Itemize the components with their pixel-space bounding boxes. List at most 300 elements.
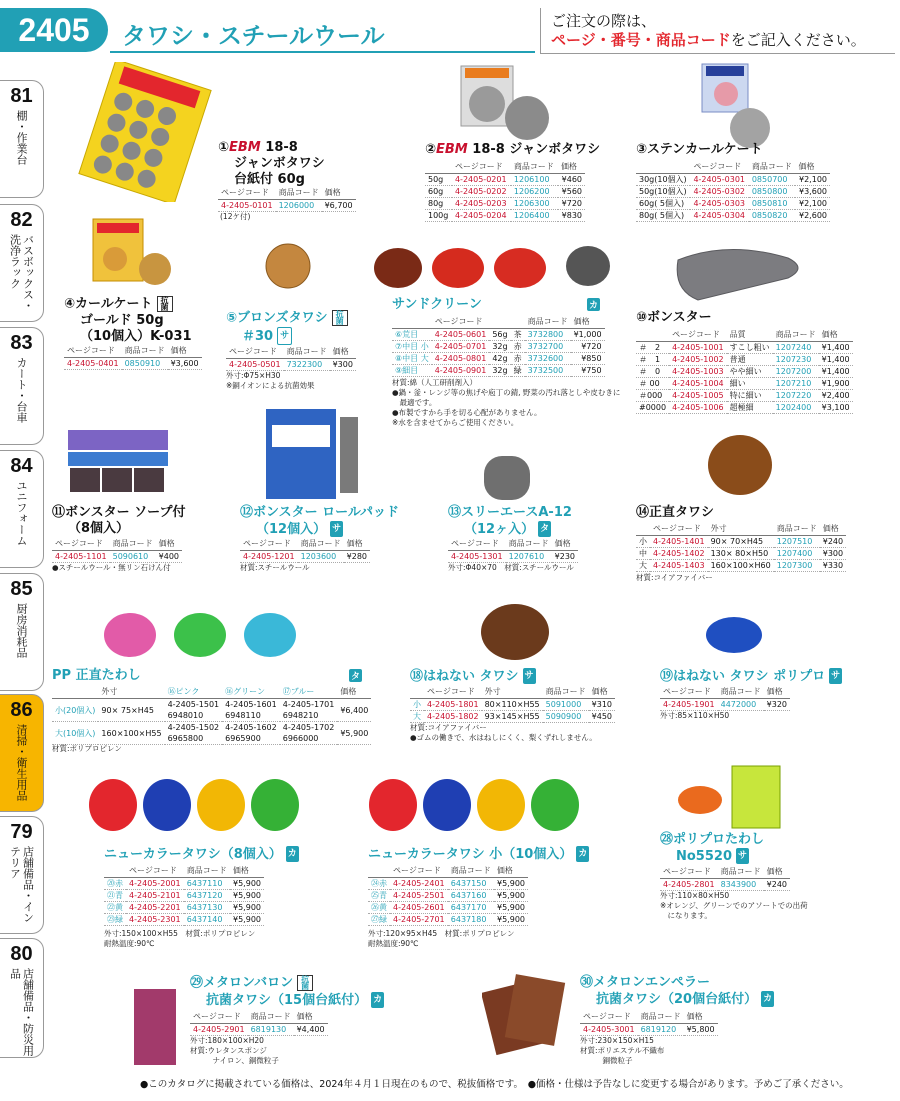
title-line: 台紙付 60g (234, 172, 305, 187)
col-header: 価格 (344, 537, 370, 551)
item-number: ㉘ (660, 832, 674, 847)
item-number: ⑲ (660, 669, 674, 684)
title-line: 抗菌タワシ（15個台紙付） (206, 992, 368, 1008)
col-header: 商品コード (110, 537, 156, 551)
title-line: 18-8 (260, 140, 298, 155)
quality: 超極細 (727, 402, 773, 414)
table-row[interactable] (636, 536, 846, 548)
supplier-badge: サ (523, 668, 536, 684)
note-line: ※銅イオンによる抗菌効果 (226, 381, 315, 390)
note-line: 外寸:230×150×H15 (580, 1036, 654, 1045)
table-row[interactable] (392, 353, 605, 365)
product-11-title (52, 505, 186, 537)
price: ¥5,900 (494, 878, 528, 890)
bonstar-rollpad-image (262, 405, 372, 505)
col-header: ページコード (52, 537, 110, 551)
table-row[interactable] (425, 210, 585, 222)
product-code: 0850800 (749, 186, 796, 198)
product-18-table (410, 685, 615, 723)
title-line: ジャンボタワシ (234, 156, 325, 171)
title-text: ボンスター (647, 310, 712, 325)
col-header: 価格 (820, 522, 846, 536)
table-row[interactable] (104, 878, 264, 890)
title-text: サンドクリーン (392, 297, 482, 312)
table-row[interactable] (636, 378, 853, 390)
col-header: ページコード (660, 685, 718, 699)
product-14-table (636, 522, 846, 572)
title-text: PP 正直たわし (52, 668, 141, 683)
hanenai-tawashi-image (475, 598, 555, 666)
title-text: 18-8 ジャンボタワシ (467, 142, 601, 157)
page-code: 4-2405-0204 (452, 210, 511, 222)
variant: ㉓緑 (104, 914, 126, 926)
product-15-note: 材質:ポリプロピレン (52, 744, 122, 753)
supplier-badge: カ (286, 846, 299, 862)
product-code: 1207300 (774, 560, 820, 572)
variant: ㉒黄 (104, 902, 126, 914)
product-code: 1206300 (511, 198, 558, 210)
col-header: 商品コード (718, 865, 764, 879)
side-tab-86[interactable] (0, 694, 44, 812)
table-row[interactable] (410, 711, 615, 723)
price: ¥560 (558, 186, 585, 198)
table-row[interactable] (448, 551, 578, 563)
product-code: 6437110 (184, 878, 230, 890)
product-10-title (636, 310, 712, 326)
table-row[interactable] (368, 902, 528, 914)
col-header: 価格 (764, 865, 790, 879)
col-header: 価格 (337, 685, 371, 699)
size-label: 大 (636, 560, 650, 572)
table-row[interactable] (190, 1024, 328, 1036)
side-tab-81[interactable] (0, 80, 44, 198)
col-header: ページコード (580, 1010, 638, 1024)
price: ¥320 (764, 699, 790, 711)
product-code: 7322300 (284, 359, 330, 371)
table-row[interactable] (636, 186, 830, 198)
title-text: はねない タワシ (423, 669, 519, 684)
note-line: 外寸:Φ75×H30 (226, 371, 281, 380)
product-13-table (448, 537, 578, 563)
table-row[interactable] (636, 366, 853, 378)
product-code: 1203600 (298, 551, 344, 563)
curl-cake-gold-image (85, 215, 185, 295)
table-row[interactable] (636, 174, 830, 186)
variant: 30g(10個入) (636, 174, 690, 186)
col-header: 商品コード (184, 864, 230, 878)
page-code: 4-2405-3001 (580, 1024, 638, 1036)
page-code: 4-2405-1004 (669, 378, 727, 390)
price: ¥230 (552, 551, 578, 563)
variant: ⑨細目 (392, 365, 432, 377)
product-11-note: ●スチールウール・無リン石けん付 (52, 563, 171, 572)
table-row[interactable] (392, 365, 605, 377)
page-code: 4-2405-0401 (64, 358, 122, 370)
side-tab-number: 83 (10, 332, 33, 354)
jumbo-tawashi-image (455, 62, 555, 152)
item-number: ① (218, 140, 230, 155)
size-label: 大(10個入) (52, 722, 98, 745)
note-line: 外寸:120×95×H45 材質:ポリプロピレン (368, 929, 515, 938)
supplier-badge: カ (587, 298, 600, 311)
product-code: 3732500 (525, 365, 571, 377)
title-line: （8個入） (68, 521, 130, 536)
supplier-badge: サ (330, 521, 343, 537)
size-label: 小 (410, 699, 424, 711)
product-code: 6437120 (184, 890, 230, 902)
note-line: ※水を含ませてからご使用ください。 (392, 418, 519, 427)
variant: ㉗緑 (368, 914, 390, 926)
item-number: ⑩ (636, 310, 648, 325)
col-header: 商品コード (525, 315, 571, 329)
price: ¥460 (558, 174, 585, 186)
table-row[interactable] (636, 342, 853, 354)
product-code: 5090610 (110, 551, 156, 563)
page-code: 4-2405-2501 (390, 890, 448, 902)
side-tab-number: 82 (10, 209, 33, 231)
table-row[interactable] (636, 354, 853, 366)
color: 緑 (511, 365, 525, 377)
table-row[interactable] (104, 890, 264, 902)
supplier-badge: サ (736, 848, 749, 864)
side-tab-79[interactable] (0, 816, 44, 934)
product-6-table (392, 315, 605, 377)
page-code: 4-2405-1502 (167, 723, 220, 732)
note-line: 材質:綿（人工研削剤入） (392, 378, 478, 387)
col-header: 価格 (294, 1010, 328, 1024)
col-header: 価格 (558, 160, 585, 174)
col-header: ページコード (126, 864, 184, 878)
col-header: 価格 (156, 537, 182, 551)
table-row[interactable] (64, 358, 202, 370)
price: ¥400 (156, 551, 182, 563)
product-1-title (218, 140, 325, 188)
item-number: ⑤ (226, 310, 238, 326)
table-row[interactable] (636, 402, 853, 414)
col-header: ⑯ピンク (165, 685, 223, 699)
title-text: ニューカラータワシ（8個入） (104, 847, 282, 862)
quality: 普通 (727, 354, 773, 366)
side-tab-label: バスボックス・洗浄ラック (8, 234, 35, 311)
table-row[interactable] (226, 359, 356, 371)
table-row[interactable] (104, 902, 264, 914)
product-2-title (425, 142, 600, 158)
note-line: ナイロン、銅微粒子 (190, 1056, 279, 1065)
page-code: 4-2405-0302 (690, 186, 748, 198)
quality: 特に細い (727, 390, 773, 402)
title-line: （12ヶ入） (464, 522, 535, 537)
side-tab-label: 店舗備品・インテリア (8, 846, 35, 923)
product-code: 1207610 (506, 551, 552, 563)
price: ¥5,900 (494, 902, 528, 914)
note-line: 最適です。 (392, 398, 437, 407)
note-line: 外寸:180×100×H20 (190, 1036, 264, 1045)
table-row[interactable] (104, 914, 264, 926)
side-tab-label: 棚・作業台 (15, 110, 28, 165)
side-tab-number: 79 (10, 821, 33, 843)
product-18-notes (410, 723, 597, 743)
table-row[interactable] (425, 174, 585, 186)
title-line: メタロンバロン (203, 975, 294, 991)
table-row[interactable] (368, 914, 528, 926)
col-header: ページコード (424, 685, 482, 699)
item-number: ⑱ (410, 669, 424, 684)
title-line: ボンスター ソープ付 (65, 505, 186, 520)
product-code: 6948010 (167, 711, 204, 720)
col-header: 商品コード (774, 522, 820, 536)
product-code: 3732700 (525, 341, 571, 353)
product-code: 6819130 (248, 1024, 294, 1036)
title-line: 抗菌タワシ（20個台紙付） (596, 992, 758, 1007)
variant: ⑦中目 小 (392, 341, 432, 353)
price: ¥720 (558, 198, 585, 210)
table-row[interactable] (660, 879, 790, 891)
note-line: 銅微粒子 (580, 1056, 633, 1065)
weight: 32g (489, 341, 510, 353)
supplier-badge: カ (761, 991, 774, 1007)
supplier-badge: サ (829, 668, 842, 684)
product-code: 5091000 (543, 699, 589, 711)
title-line: No5520 (676, 849, 732, 864)
dimensions: 90× 75×H45 (98, 699, 164, 722)
col-header: ページコード (64, 344, 122, 358)
sten-curl-cake-image (690, 62, 790, 152)
antibacterial-icon: 抗菌 (332, 310, 348, 326)
product-code: 6437150 (448, 878, 494, 890)
price: ¥1,400 (819, 342, 853, 354)
hanenai-pp-image (698, 605, 768, 665)
variant: 80g( 5個入) (636, 210, 690, 222)
page-code: 4-2405-1401 (650, 536, 708, 548)
product-15-table (52, 685, 371, 745)
note-line: ●ゴムの働きで、水はねしにくく、梨くずれしません。 (410, 733, 597, 742)
page-title: タワシ・スチールウール (122, 22, 385, 50)
shoujiki-tawashi-image (700, 425, 780, 505)
footer-note: ●このカタログに掲載されている価格は、2024年４月１日現在のもので、税抜価格です。 ●価格・仕様は予告なしに変更する場合があります。予めご了承ください。 (140, 1079, 849, 1090)
price: ¥1,400 (819, 366, 853, 378)
note-line: ●鍋・釜・レンジ等の焦げや庖丁の錆, 野菜の汚れ落としや皮むきに (392, 388, 621, 397)
title-line: ＃30 (242, 328, 274, 344)
table-row[interactable] (368, 878, 528, 890)
item-number: ③ (636, 142, 648, 157)
table-row[interactable] (52, 551, 182, 563)
page-code: 4-2405-0601 (432, 329, 490, 341)
variant: ⑳赤 (104, 878, 126, 890)
page-code: 4-2405-1101 (52, 551, 110, 563)
col-header: 商品コード (638, 1010, 684, 1024)
variant: ㉖黄 (368, 902, 390, 914)
grade: ＃ 00 (636, 378, 669, 390)
side-tab-80[interactable] (0, 938, 44, 1058)
item-number: ⑪ (52, 505, 66, 520)
variant: 60g( 5個入) (636, 198, 690, 210)
table-row[interactable] (240, 551, 370, 563)
product-30-notes (580, 1036, 664, 1066)
page-code: 4-2405-0801 (432, 353, 490, 365)
price: ¥5,900 (230, 902, 264, 914)
product-4-title (64, 296, 192, 345)
product-code: 6437130 (184, 902, 230, 914)
page-code: 4-2405-2101 (126, 890, 184, 902)
title-line: （12個入） (256, 522, 327, 537)
table-row[interactable] (660, 699, 790, 711)
side-tab-number: 81 (10, 85, 33, 107)
brand: EBM (229, 140, 261, 155)
table-row[interactable] (392, 341, 605, 353)
table-row[interactable] (218, 200, 356, 212)
product-4-table (64, 344, 202, 370)
table-row[interactable] (636, 198, 830, 210)
side-tab-label: 店舗備品・防災用品 (8, 968, 35, 1056)
product-24-notes (368, 929, 514, 949)
price: ¥1,900 (819, 378, 853, 390)
product-14-note: 材質:コイアファイバー (636, 573, 713, 582)
size-label: 小(20個入) (52, 699, 98, 722)
table-row[interactable] (636, 548, 846, 560)
col-header: 外寸 (98, 685, 164, 699)
product-28-notes (660, 891, 808, 921)
note-line: 耐熱温度:90℃ (368, 939, 419, 948)
product-code: 1207230 (773, 354, 819, 366)
col-header: 商品コード (543, 685, 589, 699)
table-row[interactable] (580, 1024, 718, 1036)
side-tab-82[interactable] (0, 204, 44, 322)
bronze-tawashi-image (262, 240, 314, 292)
table-row[interactable] (636, 210, 830, 222)
product-12-note: 材質:スチールウール (240, 563, 310, 572)
page-code: 4-2405-0303 (690, 198, 748, 210)
table-row[interactable] (636, 390, 853, 402)
page-code: 4-2405-2801 (660, 879, 718, 891)
page-code: 4-2405-1001 (669, 342, 727, 354)
page-code: 4-2405-1702 (282, 723, 335, 732)
table-row[interactable] (392, 329, 605, 341)
col-header: 商品コード (506, 537, 552, 551)
table-row[interactable] (52, 699, 371, 722)
note-line: 外寸:110×80×H50 (660, 891, 730, 900)
product-30-title (580, 975, 774, 1008)
side-tab-number: 85 (10, 578, 33, 600)
antibacterial-icon: 抗菌 (297, 975, 313, 991)
col-header: ページコード (690, 160, 748, 174)
polypro-tawashi-image (670, 760, 790, 830)
col-header: ページコード (390, 864, 448, 878)
page-code: 4-2405-0301 (690, 174, 748, 186)
table-row[interactable] (52, 722, 371, 745)
price: ¥3,100 (819, 402, 853, 414)
note-line: 材質:ウレタンスポンジ (190, 1046, 267, 1055)
price: ¥310 (589, 699, 615, 711)
dimensions: 93×145×H55 (482, 711, 543, 723)
page-code: 4-2405-0701 (432, 341, 490, 353)
product-19-table (660, 685, 790, 711)
product-30-table (580, 1010, 718, 1036)
table-row[interactable] (425, 198, 585, 210)
weight: 32g (489, 365, 510, 377)
col-header: ページコード (660, 865, 718, 879)
page-code: 4-2405-2401 (390, 878, 448, 890)
product-20-table (104, 864, 264, 926)
title-line: ボンスター ロールパッド (253, 505, 399, 520)
price: ¥5,800 (684, 1024, 718, 1036)
table-row[interactable] (636, 560, 846, 572)
table-row[interactable] (425, 186, 585, 198)
page-code: 4-2405-1403 (650, 560, 708, 572)
price: ¥2,100 (795, 174, 830, 186)
product-code: 6965900 (225, 734, 261, 743)
price: ¥300 (330, 359, 356, 371)
page-code: 4-2405-2701 (390, 914, 448, 926)
price: ¥5,900 (337, 722, 371, 745)
product-1-table (218, 186, 356, 212)
size-label: 大 (410, 711, 424, 723)
title-text: はねない タワシ ポリプロ (673, 669, 826, 684)
side-tab-number: 84 (10, 455, 33, 477)
variant: 50g (425, 174, 452, 186)
side-tab-label: カート・台車 (15, 357, 28, 423)
metalon-baron-image (130, 985, 180, 1070)
price: ¥850 (571, 353, 605, 365)
page-code: 4-2405-0304 (690, 210, 748, 222)
price: ¥3,600 (795, 186, 830, 198)
price: ¥5,900 (230, 914, 264, 926)
col-header: 商品コード (276, 186, 322, 200)
page-code: 4-2405-1601 (225, 700, 277, 709)
price: ¥6,700 (322, 200, 356, 212)
side-tab-85[interactable] (0, 573, 44, 691)
size-label: 小 (636, 536, 650, 548)
title-line: ブロンズタワシ (237, 310, 328, 326)
product-20-notes (104, 929, 255, 949)
quality: すこし粗い (727, 342, 773, 354)
dimensions: 90× 70×H45 (708, 536, 774, 548)
side-tab-number: 86 (10, 699, 33, 721)
quality: 細い (727, 378, 773, 390)
product-11-table (52, 537, 182, 563)
title-line: カールケート (75, 296, 153, 312)
price: ¥3,600 (168, 358, 202, 370)
product-code: 0850910 (122, 358, 168, 370)
price: ¥720 (571, 341, 605, 353)
side-tab-84[interactable] (0, 450, 44, 568)
dimensions: 130× 80×H50 (708, 548, 774, 560)
color: 茶 (511, 329, 525, 341)
product-28-table (660, 865, 790, 891)
table-row[interactable] (368, 890, 528, 902)
product-code: 6819120 (638, 1024, 684, 1036)
col-header: 価格 (819, 328, 853, 342)
variant: ㉑青 (104, 890, 126, 902)
variant: ⑧中目 大 (392, 353, 432, 365)
col-header: 価格 (494, 864, 528, 878)
table-row[interactable] (410, 699, 615, 711)
product-code: 1207400 (774, 548, 820, 560)
quality: やや細い (727, 366, 773, 378)
col-header: 価格 (589, 685, 615, 699)
page-code: 4-2405-0101 (218, 200, 276, 212)
price: ¥240 (820, 536, 846, 548)
page-code: 4-2405-2001 (126, 878, 184, 890)
side-tab-83[interactable] (0, 327, 44, 445)
item-number: ⑫ (240, 505, 254, 520)
variant: 80g (425, 198, 452, 210)
page-code: 4-2405-1006 (669, 402, 727, 414)
weight: 56g (489, 329, 510, 341)
variant: ⑥荒目 (392, 329, 432, 341)
col-header: 価格 (330, 345, 356, 359)
product-18-title (410, 668, 536, 685)
col-header: ページコード (218, 186, 276, 200)
